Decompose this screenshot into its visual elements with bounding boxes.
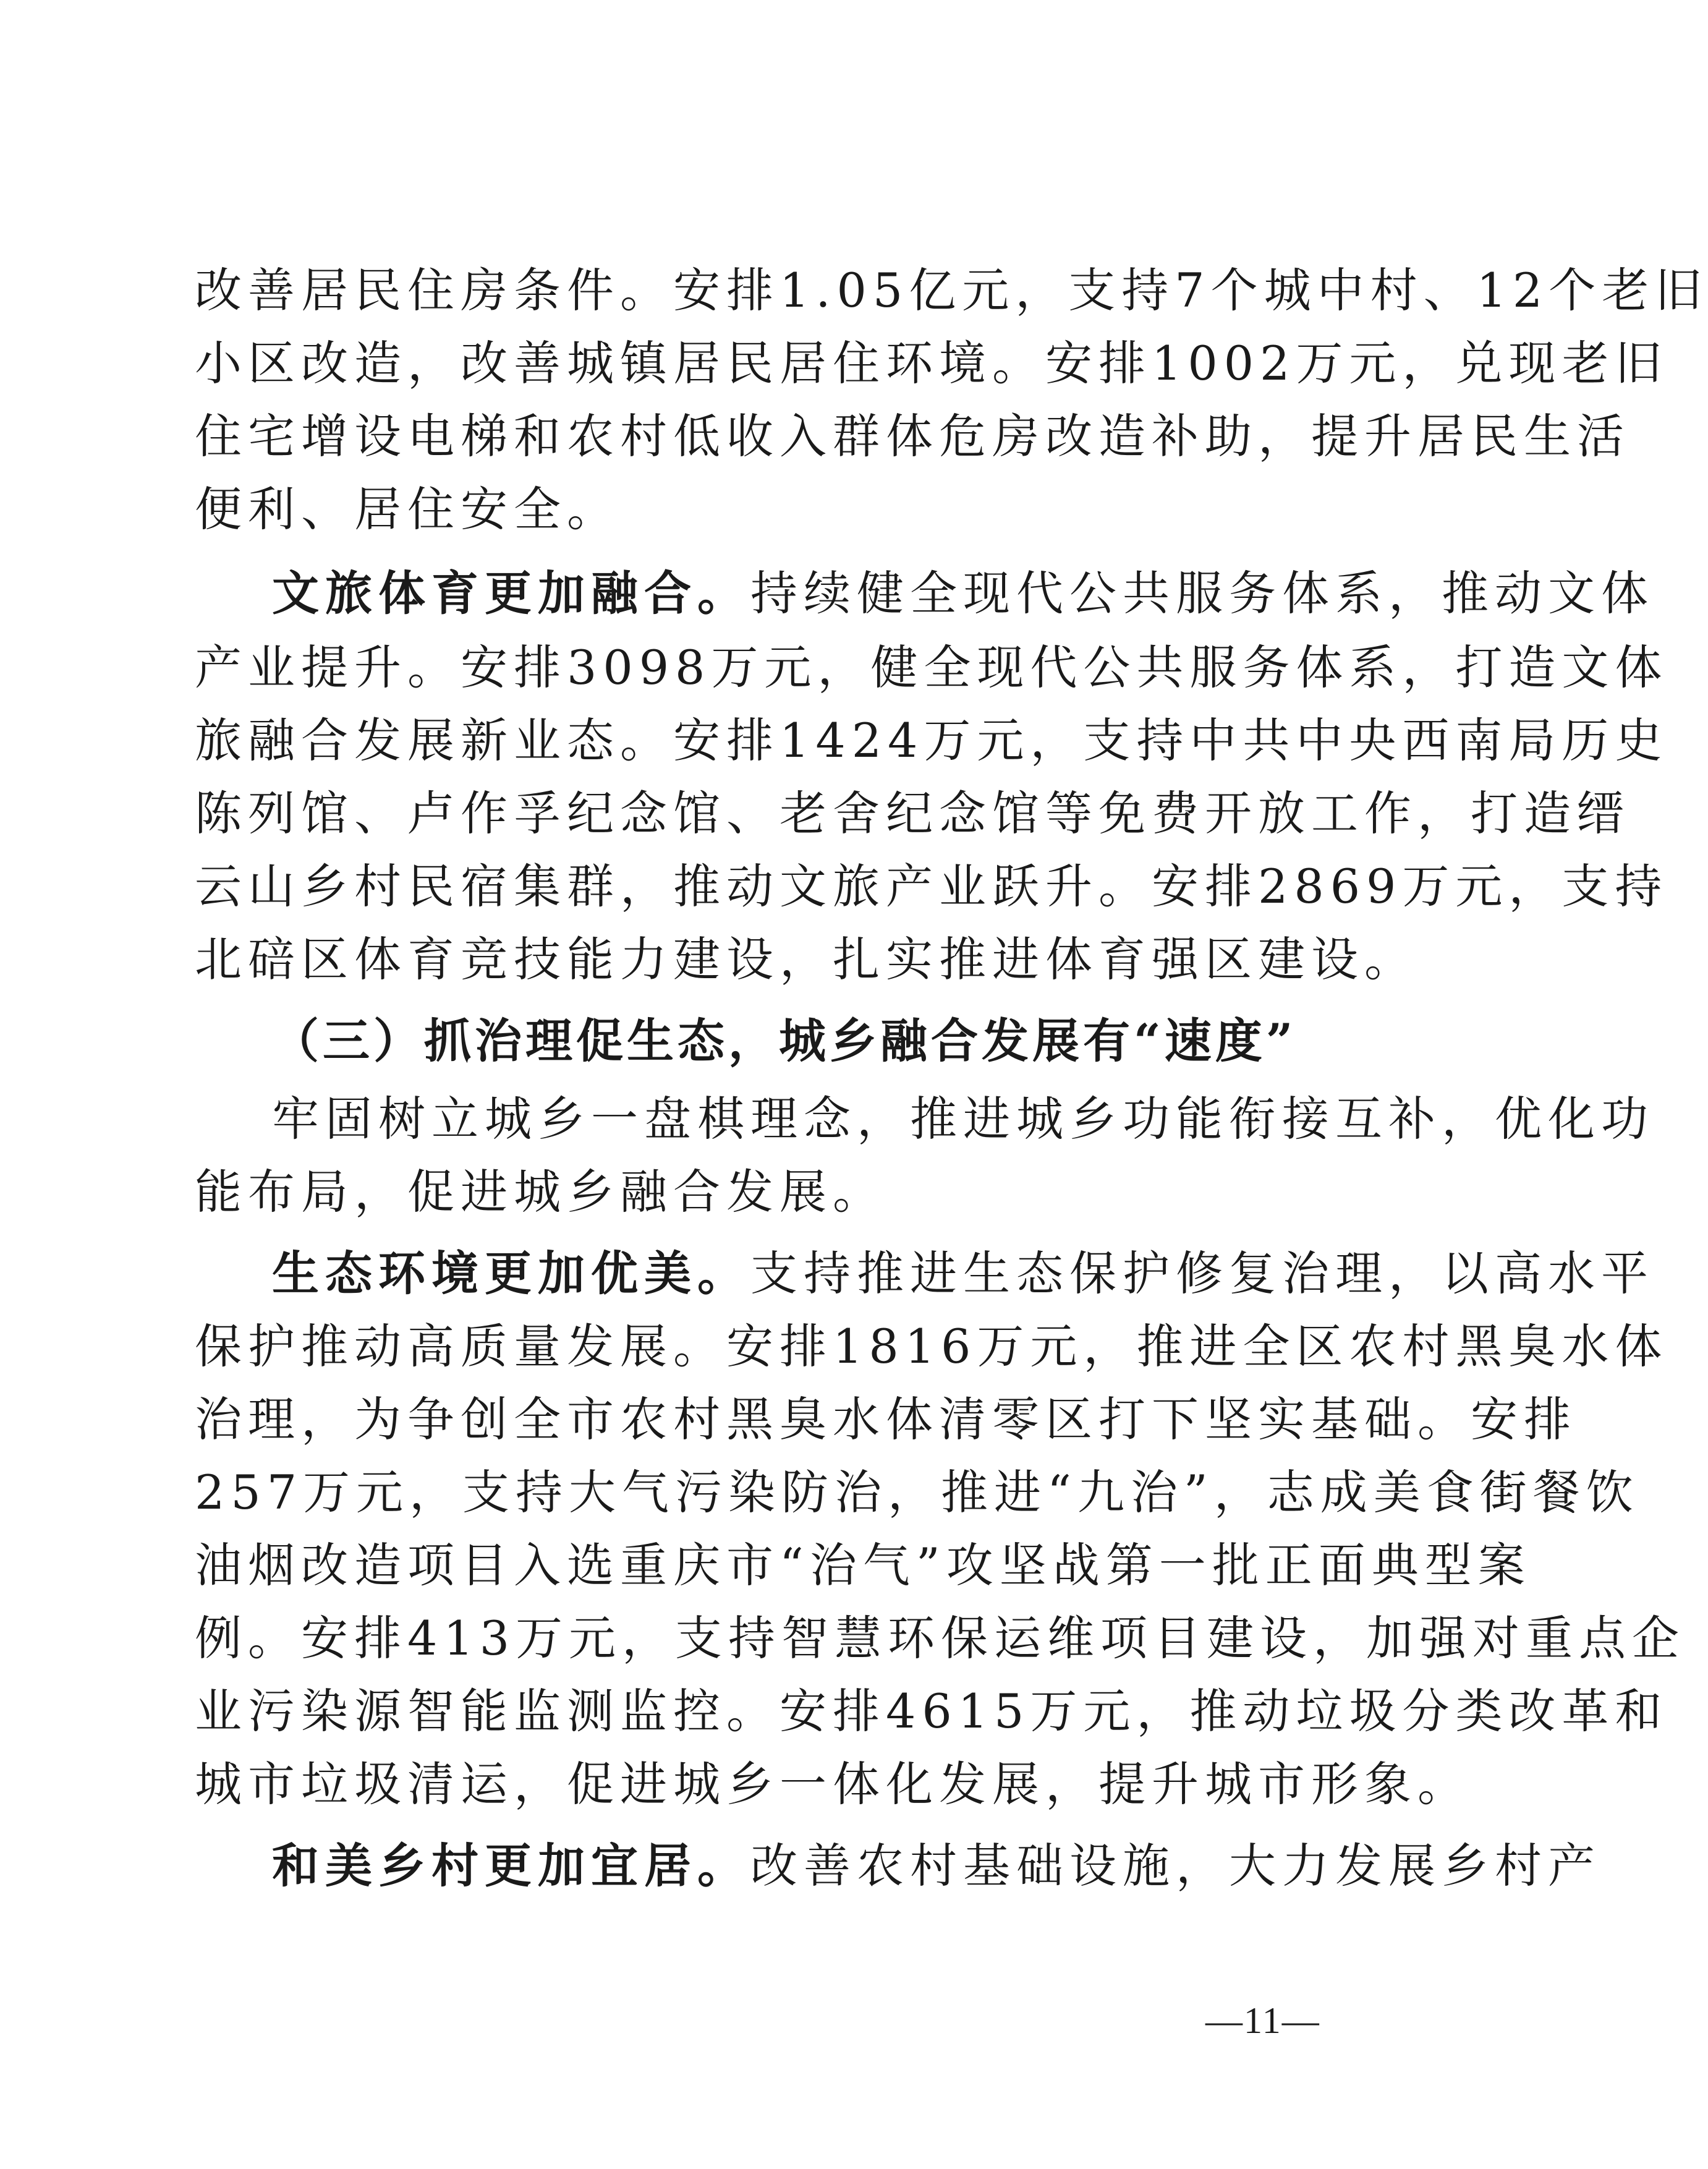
paragraph-line: 治理，为争创全市农村黑臭水体清零区打下坚实基础。安排 <box>195 1392 1577 1447</box>
paragraph-lead: 生态环境更加优美。 <box>272 1246 750 1301</box>
paragraph-line: 旅融合发展新业态。安排1424万元，支持中共中央西南局历史 <box>195 713 1668 768</box>
paragraph-line: 保护推动高质量发展。安排1816万元，推进全区农村黑臭水体 <box>195 1319 1668 1374</box>
paragraph-line: 例。安排413万元，支持智慧环保运维项目建设，加强对重点企 <box>195 1611 1686 1666</box>
paragraph-first-line <box>272 1835 1601 1897</box>
paragraph-first-line <box>272 1243 1654 1305</box>
paragraph-line: 产业提升。安排3098万元，健全现代公共服务体系，打造文体 <box>195 640 1668 695</box>
paragraph-text: 支持推进生态保护修复治理，以高水平 <box>750 1246 1654 1301</box>
paragraph-line: 北碚区体育竞技能力建设，扎实推进体育强区建设。 <box>195 932 1417 987</box>
section-heading: （三）抓治理促生态，城乡融合发展有“速度” <box>272 1013 1297 1068</box>
paragraph-line: 便利、居住安全。 <box>195 482 620 537</box>
paragraph-text: 改善农村基础设施，大力发展乡村产 <box>750 1838 1601 1893</box>
paragraph-line: 陈列馆、卢作孚纪念馆、老舍纪念馆等免费开放工作，打造缙 <box>195 786 1630 841</box>
paragraph-line: 改善居民住房条件。安排1.05亿元，支持7个城中村、12个老旧 <box>195 263 1708 318</box>
paragraph-lead: 和美乡村更加宜居。 <box>272 1838 750 1893</box>
paragraph-line: 小区改造，改善城镇居民居住环境。安排1002万元，兑现老旧 <box>195 336 1668 391</box>
paragraph-first-line <box>272 563 1654 624</box>
paragraph-line: 云山乡村民宿集群，推动文旅产业跃升。安排2869万元，支持 <box>195 859 1668 914</box>
paragraph-line: 城市垃圾清运，促进城乡一体化发展，提升城市形象。 <box>195 1757 1471 1812</box>
paragraph-lead: 文旅体育更加融合。 <box>272 566 750 621</box>
paragraph-line: 牢固树立城乡一盘棋理念，推进城乡功能衔接互补，优化功 <box>272 1091 1654 1146</box>
paragraph-line: 住宅增设电梯和农村低收入群体危房改造补助，提升居民生活 <box>195 409 1630 464</box>
paragraph-line: 能布局，促进城乡融合发展。 <box>195 1164 886 1219</box>
paragraph-text: 持续健全现代公共服务体系，推动文体 <box>750 566 1654 621</box>
page-number: —11— <box>1205 2000 1320 2041</box>
paragraph-line: 油烟改造项目入选重庆市“治气”攻坚战第一批正面典型案 <box>195 1538 1531 1593</box>
paragraph-line: 257万元，支持大气污染防治，推进“九治”，志成美食街餐饮 <box>195 1465 1639 1520</box>
paragraph-line: 业污染源智能监测监控。安排4615万元，推动垃圾分类改革和 <box>195 1684 1668 1739</box>
